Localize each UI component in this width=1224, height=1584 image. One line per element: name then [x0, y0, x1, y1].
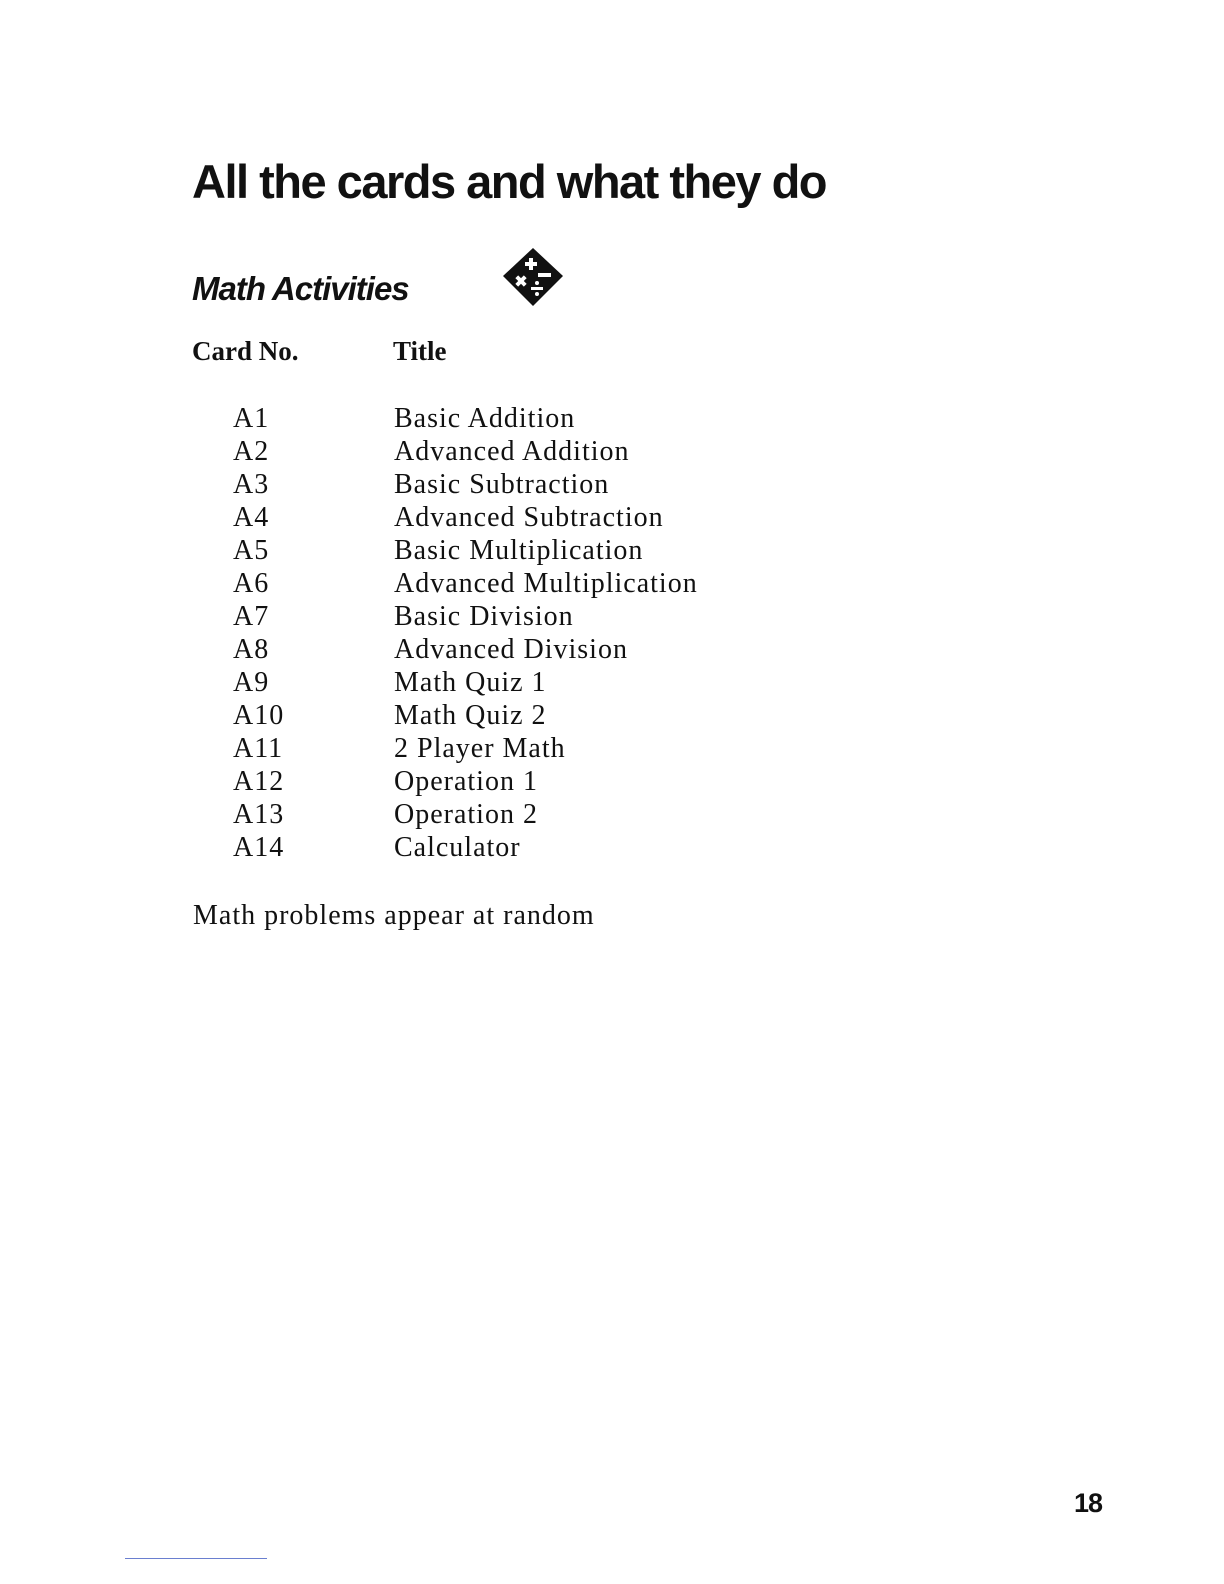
table-row: [192, 831, 892, 864]
card-number: A4: [233, 502, 270, 533]
card-number: A3: [233, 469, 270, 500]
table-row: [192, 633, 892, 666]
page-title: All the cards and what they do: [192, 155, 826, 208]
card-number: A2: [233, 436, 270, 467]
table-row: [192, 600, 892, 633]
math-operations-diamond-icon: [500, 245, 566, 311]
card-title: Calculator: [394, 832, 521, 863]
table-row: [192, 765, 892, 798]
card-title: Basic Subtraction: [394, 469, 610, 500]
card-title: Operation 1: [394, 766, 538, 797]
card-number: A14: [233, 832, 285, 863]
card-number: A13: [233, 799, 285, 830]
card-number: A1: [233, 403, 270, 434]
table-row: [192, 534, 892, 567]
table-row: [192, 501, 892, 534]
table-row: [192, 732, 892, 765]
table-row: [192, 699, 892, 732]
page-number: 18: [1074, 1488, 1103, 1518]
card-title: Advanced Subtraction: [394, 502, 664, 533]
card-title: Math Quiz 2: [394, 700, 547, 731]
card-title: Operation 2: [394, 799, 538, 830]
card-title: Advanced Addition: [394, 436, 630, 467]
table-row: [192, 435, 892, 468]
section-heading: Math Activities: [192, 270, 409, 307]
card-number: A9: [233, 667, 270, 698]
card-number: A10: [233, 700, 285, 731]
card-number: A11: [233, 733, 284, 764]
header-title: Title: [393, 336, 447, 366]
table-row: [192, 798, 892, 831]
card-title: 2 Player Math: [394, 733, 566, 764]
card-title: Basic Addition: [394, 403, 576, 434]
card-title: Math Quiz 1: [394, 667, 547, 698]
bottom-rule: [125, 1558, 267, 1559]
table-row: [192, 402, 892, 435]
card-number: A6: [233, 568, 270, 599]
card-number: A12: [233, 766, 285, 797]
footnote: Math problems appear at random: [193, 900, 595, 931]
card-number: A8: [233, 634, 270, 665]
card-list: [192, 402, 892, 864]
header-card-no: Card No.: [192, 336, 299, 366]
card-title: Advanced Division: [394, 634, 628, 665]
table-row: [192, 567, 892, 600]
card-title: Basic Division: [394, 601, 574, 632]
table-row: [192, 468, 892, 501]
card-number: A5: [233, 535, 270, 566]
table-row: [192, 666, 892, 699]
card-title: Basic Multiplication: [394, 535, 644, 566]
card-number: A7: [233, 601, 270, 632]
card-title: Advanced Multiplication: [394, 568, 698, 599]
